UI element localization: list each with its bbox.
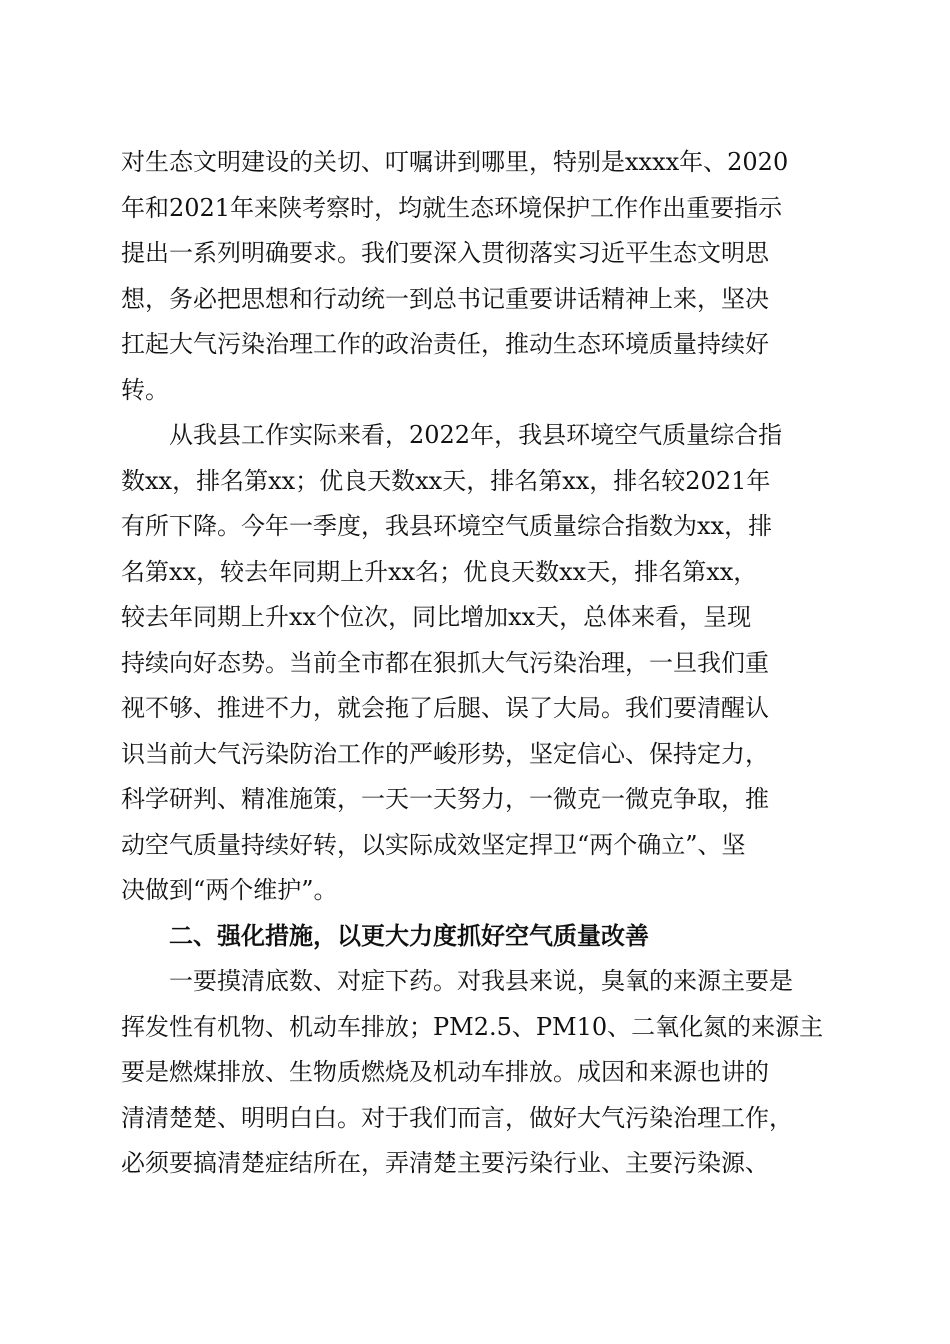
- document-body: [121, 140, 833, 1187]
- paragraph-county-air-quality: 从我县工作实际来看，2022年，我县环境空气质量综合指 数xx，排名第xx；优良天数xx天，排名第xx，排名较2021年 有所下降。今年一季度，我县环境空气质量综合指数为xx，排 名第xx，较去年同期上升xx名；优良天数xx天，排名第xx， 较去年同期上升xx个位次，同比增加xx天，总体来看，呈现 持续向好态势。当前全市都在狠抓大气污染治理，一旦我们重 视不够、推进不力，就会拖了后腿、误了大局。我们要清醒认 识当前大气污染防治工作的严峻形势，坚定信心、保持定力， 科学研判、精准施策，一天一天努力，一微克一微克争取，推 动空气质量持续好转，以实际成效坚定捍卫“两个确立”、坚 决做到“两个维护”。: [121, 421, 783, 904]
- paragraph-pollution-sources: 一要摸清底数、对症下药。对我县来说，臭氧的来源主要是 挥发性有机物、机动车排放；PM2.5、PM10、二氧化氮的来源主 要是燃煤排放、生物质燃烧及机动车排放。成因和来源也讲的 清清楚楚、明明白白。对于我们而言，做好大气污染治理工作， 必须要搞清楚症结所在，弄清楚主要污染行业、主要污染源、: [121, 967, 824, 1177]
- section-heading-strengthen-measures: 二、强化措施，以更大力度抓好空气质量改善: [169, 921, 649, 950]
- paragraph-ecological-civilization: 对生态文明建设的关切、叮嘱讲到哪里，特别是xxxx年、2020 年和2021年来陕考察时，均就生态环境保护工作作出重要指示 提出一系列明确要求。我们要深入贯彻落实习近平生态文明思 想，务必把思想和行动统一到总书记重要讲话精神上来，坚决 扛起大气污染治理工作的政治责任，推动生态环境质量持续好 转。: [121, 148, 789, 404]
